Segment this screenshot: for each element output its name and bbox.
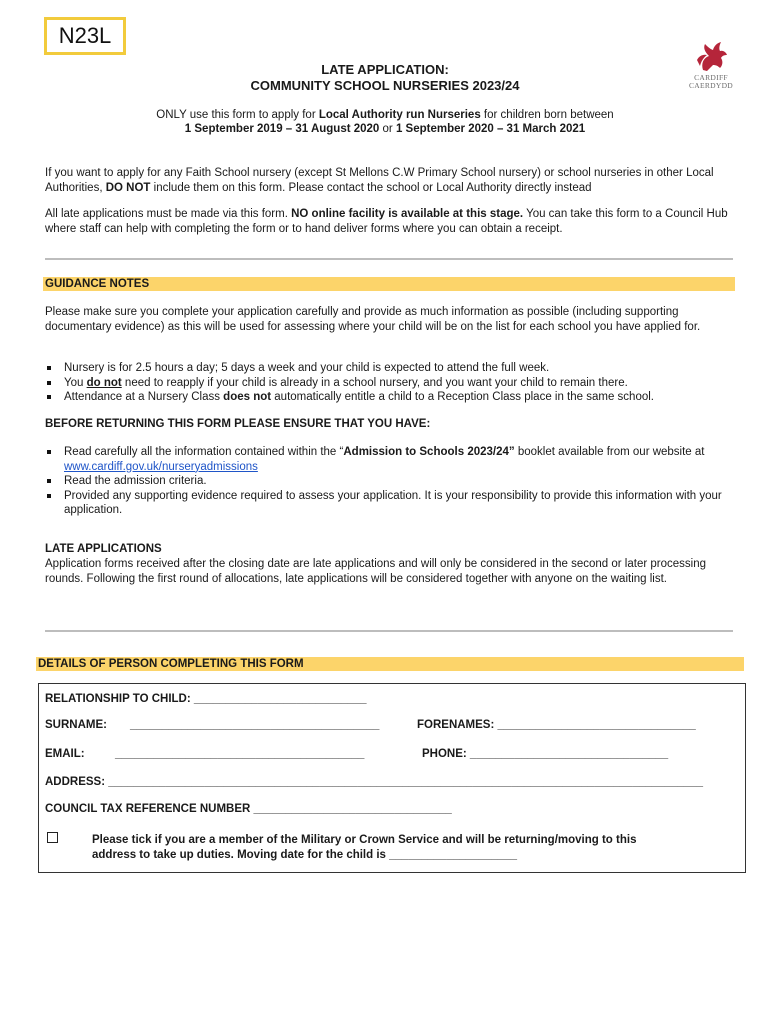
surname-field[interactable]: _______________________________________ xyxy=(130,719,380,731)
phone-field[interactable]: PHONE: _______________________________ xyxy=(422,748,669,760)
late-note-bold: NO online facility is available at this stage. xyxy=(291,208,524,220)
nursery-admissions-link[interactable]: www.cardiff.gov.uk/nurseryadmissions xyxy=(64,460,258,473)
page-subtitle: COMMUNITY SCHOOL NURSERIES 2023/24 xyxy=(250,78,520,93)
address-field[interactable]: ADDRESS: _____________________________________________________________________________________________ xyxy=(45,776,704,788)
intro-only-bold: Local Authority run Nurseries xyxy=(318,109,481,121)
date-range-2: 1 September 2020 – 31 March 2021 xyxy=(395,123,586,135)
guidance-bullet-2-bold: do not xyxy=(86,376,122,389)
before-list xyxy=(45,445,735,518)
late-note-text-2: You can take this form to a Council Hub where staff can help with completing the form or to hand deliver forms where you can obtain a receipt. xyxy=(45,208,728,235)
intro-only-line xyxy=(0,109,770,121)
divider-2 xyxy=(45,630,733,632)
email-label: EMAIL: xyxy=(45,748,85,760)
before-heading: BEFORE RETURNING THIS FORM PLEASE ENSURE THAT YOU HAVE: xyxy=(45,418,431,430)
before-bullet-3: Provided any supporting evidence required to assess your application. It is your responsibility to provide this information with your application. xyxy=(45,489,735,518)
guidance-bullet-3-post: automatically entitle a child to a Reception Class place in the same school. xyxy=(271,391,654,403)
faith-school-paragraph xyxy=(45,166,735,196)
guidance-bullet-3 xyxy=(45,390,745,405)
logo-line-caerdydd: CAERDYDD xyxy=(688,81,734,90)
guidance-bullet-3-pre: Attendance at a Nursery Class xyxy=(64,391,224,403)
guidance-heading: GUIDANCE NOTES xyxy=(43,277,735,291)
email-field[interactable]: _______________________________________ xyxy=(115,748,365,760)
intro-only-prefix: ONLY use this form to apply for xyxy=(156,109,319,121)
before-bullet-1-pre: Read carefully all the information contained within the “ xyxy=(64,446,344,458)
page-title: LATE APPLICATION: xyxy=(321,62,449,77)
guidance-bullet-3-bold: does not xyxy=(223,391,272,403)
relationship-field[interactable]: RELATIONSHIP TO CHILD: ___________________________ xyxy=(45,693,367,705)
before-bullet-2: Read the admission criteria. xyxy=(45,474,735,489)
logo-line-cardiff: CARDIFF xyxy=(694,73,728,82)
intro-only-suffix: for children born between xyxy=(480,109,614,121)
faith-text-2: include them on this form. Please contact the school or Local Authority directly instead xyxy=(150,182,592,194)
date-or: or xyxy=(379,123,396,135)
late-applications-heading: LATE APPLICATIONS xyxy=(45,543,162,555)
details-heading: DETAILS OF PERSON COMPLETING THIS FORM xyxy=(36,657,744,671)
late-note-text-1: All late applications must be made via this form. xyxy=(45,208,292,220)
date-range-1: 1 September 2019 – 31 August 2020 xyxy=(184,123,380,135)
faith-text-1: If you want to apply for any Faith School nursery (except St Mellons C.W Primary School nursery) or school nurseries in other Local Authorities, xyxy=(45,167,714,194)
faith-bold: DO NOT xyxy=(105,182,151,194)
before-bullet-1-bold: Admission to Schools 2023/24” xyxy=(343,446,515,458)
council-tax-field[interactable]: COUNCIL TAX REFERENCE NUMBER _______________________________ xyxy=(45,803,452,815)
intro-dates-line xyxy=(0,123,770,135)
military-text-line-2[interactable]: address to take up duties. Moving date for the child is ____________________ xyxy=(92,849,518,861)
late-applications-text: Application forms received after the closing date are late applications and will only be considered in the second or later processing rounds. Following the first round of allocations, late applications will be considered together with anyone on the waiting list. xyxy=(45,558,706,585)
guidance-bullet-2 xyxy=(45,376,745,391)
before-bullet-1-post: booklet available from our website at xyxy=(514,446,705,458)
military-text-line-1: Please tick if you are a member of the Military or Crown Service and will be returning/moving to this xyxy=(92,834,637,846)
forenames-field[interactable]: FORENAMES: _______________________________ xyxy=(417,719,696,731)
form-code: N23L xyxy=(44,17,126,55)
guidance-list xyxy=(45,361,745,405)
military-checkbox[interactable] xyxy=(47,832,58,843)
guidance-bullet-2-post: need to reapply if your child is already in a school nursery, and you want your child to remain there. xyxy=(121,376,628,389)
guidance-bullet-2-pre: You xyxy=(64,376,87,389)
divider-1 xyxy=(45,258,733,260)
surname-label: SURNAME: xyxy=(45,719,107,731)
late-note-paragraph xyxy=(45,207,735,237)
before-bullet-1 xyxy=(45,445,735,474)
guidance-paragraph: Please make sure you complete your application carefully and provide as much information as possible (including supporting documentary evidence) as this will be used for assessing where your child will be on the list for each school you have applied for. xyxy=(45,306,701,333)
guidance-bullet-1: Nursery is for 2.5 hours a day; 5 days a week and your child is expected to attend the full week. xyxy=(45,361,745,376)
